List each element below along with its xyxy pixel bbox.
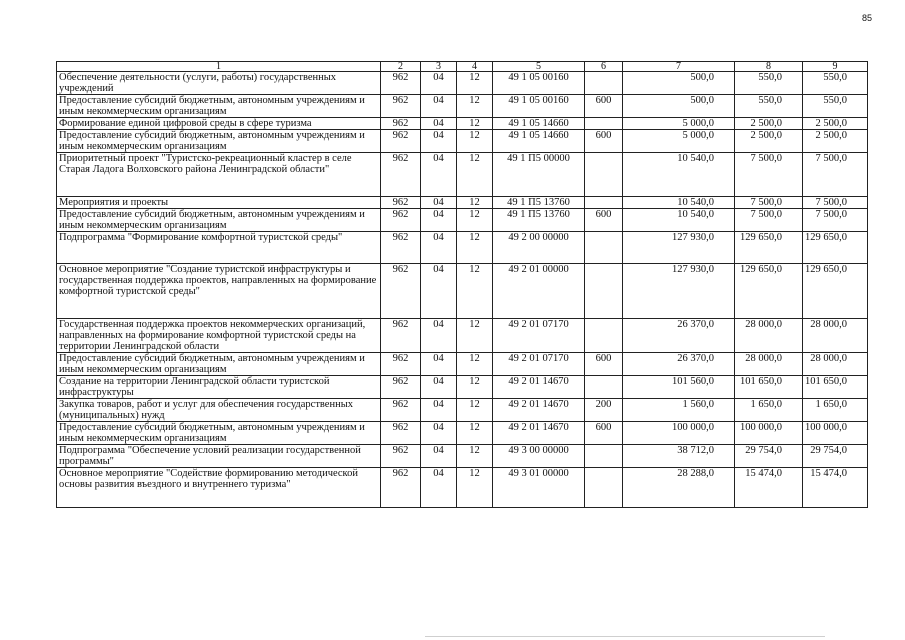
row-col-7: 127 930,0 <box>623 232 735 264</box>
row-col-9: 550,0 <box>803 95 868 118</box>
row-name: Приоритетный проект "Туристско-рекреационный кластер в селе Старая Ладога Волховского района Ленинградской области" <box>57 153 381 197</box>
row-col-4: 12 <box>457 153 493 197</box>
row-col-9: 550,0 <box>803 72 868 95</box>
row-col-4: 12 <box>457 95 493 118</box>
row-col-2: 962 <box>381 376 421 399</box>
row-col-8: 7 500,0 <box>735 197 803 209</box>
row-col-6: 600 <box>585 422 623 445</box>
row-col-3: 04 <box>421 399 457 422</box>
row-col-7: 38 712,0 <box>623 445 735 468</box>
row-col-4: 12 <box>457 445 493 468</box>
row-col-3: 04 <box>421 264 457 319</box>
row-col-3: 04 <box>421 376 457 399</box>
row-col-7: 28 288,0 <box>623 468 735 508</box>
row-col-3: 04 <box>421 232 457 264</box>
row-col-2: 962 <box>381 72 421 95</box>
row-col-7: 127 930,0 <box>623 264 735 319</box>
row-col-8: 129 650,0 <box>735 232 803 264</box>
row-col-2: 962 <box>381 118 421 130</box>
row-name: Основное мероприятие "Создание туристской инфраструктуры и государственная поддержка проектов, направленных на формирование комфортной туристской среды" <box>57 264 381 319</box>
row-col-3: 04 <box>421 72 457 95</box>
row-col-2: 962 <box>381 445 421 468</box>
row-col-5: 49 1 П5 00000 <box>493 153 585 197</box>
row-col-3: 04 <box>421 197 457 209</box>
row-col-8: 101 650,0 <box>735 376 803 399</box>
row-col-9: 7 500,0 <box>803 197 868 209</box>
row-col-9: 15 474,0 <box>803 468 868 508</box>
row-col-5: 49 2 01 14670 <box>493 422 585 445</box>
row-col-3: 04 <box>421 118 457 130</box>
row-col-6 <box>585 319 623 353</box>
row-col-9: 28 000,0 <box>803 353 868 376</box>
row-col-7: 10 540,0 <box>623 153 735 197</box>
row-col-3: 04 <box>421 319 457 353</box>
row-col-6 <box>585 153 623 197</box>
row-col-2: 962 <box>381 209 421 232</box>
row-col-7: 100 000,0 <box>623 422 735 445</box>
row-col-7: 26 370,0 <box>623 353 735 376</box>
header-col-9: 9 <box>803 62 868 72</box>
row-col-8: 2 500,0 <box>735 118 803 130</box>
row-col-2: 962 <box>381 197 421 209</box>
row-name: Закупка товаров, работ и услуг для обеспечения государственных (муниципальных) нужд <box>57 399 381 422</box>
row-col-7: 500,0 <box>623 95 735 118</box>
row-col-9: 1 650,0 <box>803 399 868 422</box>
row-col-6 <box>585 118 623 130</box>
row-col-2: 962 <box>381 232 421 264</box>
row-col-7: 10 540,0 <box>623 197 735 209</box>
table-row <box>57 197 868 209</box>
row-col-9: 29 754,0 <box>803 445 868 468</box>
row-name: Создание на территории Ленинградской области туристской инфраструктуры <box>57 376 381 399</box>
row-col-8: 28 000,0 <box>735 353 803 376</box>
table-row <box>57 118 868 130</box>
table-row <box>57 232 868 264</box>
table-row <box>57 399 868 422</box>
row-name: Предоставление субсидий бюджетным, автономным учреждениям и иным некоммерческим организациям <box>57 130 381 153</box>
row-name: Мероприятия и проекты <box>57 197 381 209</box>
row-col-7: 5 000,0 <box>623 130 735 153</box>
header-col-6: 6 <box>585 62 623 72</box>
row-col-5: 49 1 05 00160 <box>493 95 585 118</box>
row-col-7: 500,0 <box>623 72 735 95</box>
row-col-7: 5 000,0 <box>623 118 735 130</box>
row-col-5: 49 2 01 00000 <box>493 264 585 319</box>
row-col-3: 04 <box>421 445 457 468</box>
row-col-8: 2 500,0 <box>735 130 803 153</box>
row-col-2: 962 <box>381 264 421 319</box>
row-col-5: 49 3 00 00000 <box>493 445 585 468</box>
row-col-5: 49 2 01 07170 <box>493 353 585 376</box>
row-col-5: 49 2 01 07170 <box>493 319 585 353</box>
header-col-2: 2 <box>381 62 421 72</box>
row-name: Предоставление субсидий бюджетным, автономным учреждениям и иным некоммерческим организациям <box>57 209 381 232</box>
row-col-9: 2 500,0 <box>803 118 868 130</box>
row-col-6 <box>585 264 623 319</box>
row-col-3: 04 <box>421 468 457 508</box>
row-col-4: 12 <box>457 197 493 209</box>
row-col-4: 12 <box>457 264 493 319</box>
row-col-3: 04 <box>421 353 457 376</box>
row-col-7: 101 560,0 <box>623 376 735 399</box>
row-col-2: 962 <box>381 399 421 422</box>
row-col-4: 12 <box>457 209 493 232</box>
header-col-4: 4 <box>457 62 493 72</box>
page-number: 85 <box>862 13 873 23</box>
row-col-6: 600 <box>585 353 623 376</box>
header-col-3: 3 <box>421 62 457 72</box>
table-row <box>57 72 868 95</box>
row-col-6: 600 <box>585 209 623 232</box>
row-col-8: 7 500,0 <box>735 153 803 197</box>
header-col-5: 5 <box>493 62 585 72</box>
table-row <box>57 264 868 319</box>
row-col-9: 129 650,0 <box>803 232 868 264</box>
row-name: Государственная поддержка проектов некоммерческих организаций, направленных на формирование комфортной туристской среды на территории Ленинградской области <box>57 319 381 353</box>
row-col-3: 04 <box>421 209 457 232</box>
row-col-5: 49 2 00 00000 <box>493 232 585 264</box>
row-name: Предоставление субсидий бюджетным, автономным учреждениям и иным некоммерческим организациям <box>57 95 381 118</box>
row-col-8: 28 000,0 <box>735 319 803 353</box>
table-row <box>57 95 868 118</box>
row-col-4: 12 <box>457 422 493 445</box>
table-row <box>57 445 868 468</box>
row-col-2: 962 <box>381 130 421 153</box>
row-col-2: 962 <box>381 95 421 118</box>
row-col-6 <box>585 232 623 264</box>
row-col-6: 600 <box>585 95 623 118</box>
row-name: Предоставление субсидий бюджетным, автономным учреждениям и иным некоммерческим организациям <box>57 353 381 376</box>
row-col-3: 04 <box>421 422 457 445</box>
scan-edge-line <box>425 636 825 637</box>
row-col-9: 28 000,0 <box>803 319 868 353</box>
row-col-6 <box>585 468 623 508</box>
row-col-5: 49 2 01 14670 <box>493 399 585 422</box>
row-col-6: 200 <box>585 399 623 422</box>
row-col-5: 49 1 05 14660 <box>493 130 585 153</box>
header-col-7: 7 <box>623 62 735 72</box>
row-col-4: 12 <box>457 353 493 376</box>
row-col-3: 04 <box>421 95 457 118</box>
row-col-7: 1 560,0 <box>623 399 735 422</box>
row-col-6 <box>585 376 623 399</box>
row-col-3: 04 <box>421 153 457 197</box>
row-col-6 <box>585 445 623 468</box>
row-col-5: 49 1 05 00160 <box>493 72 585 95</box>
row-col-5: 49 1 П5 13760 <box>493 197 585 209</box>
row-col-9: 7 500,0 <box>803 153 868 197</box>
row-col-5: 49 2 01 14670 <box>493 376 585 399</box>
row-col-2: 962 <box>381 468 421 508</box>
row-col-8: 129 650,0 <box>735 264 803 319</box>
row-col-7: 10 540,0 <box>623 209 735 232</box>
row-col-8: 7 500,0 <box>735 209 803 232</box>
row-col-4: 12 <box>457 232 493 264</box>
row-col-6 <box>585 72 623 95</box>
row-col-4: 12 <box>457 130 493 153</box>
row-col-8: 550,0 <box>735 72 803 95</box>
table-row <box>57 130 868 153</box>
row-col-2: 962 <box>381 319 421 353</box>
table-row <box>57 319 868 353</box>
table-header-row <box>57 62 868 72</box>
row-col-4: 12 <box>457 72 493 95</box>
table-row <box>57 353 868 376</box>
budget-table <box>56 61 868 508</box>
row-name: Основное мероприятие "Содействие формированию методической основы развития въездного и внутреннего туризма" <box>57 468 381 508</box>
table-row <box>57 209 868 232</box>
row-col-3: 04 <box>421 130 457 153</box>
header-col-8: 8 <box>735 62 803 72</box>
row-col-9: 2 500,0 <box>803 130 868 153</box>
row-col-8: 29 754,0 <box>735 445 803 468</box>
row-col-9: 101 650,0 <box>803 376 868 399</box>
row-col-7: 26 370,0 <box>623 319 735 353</box>
row-name: Подпрограмма "Обеспечение условий реализации государственной программы" <box>57 445 381 468</box>
row-col-6 <box>585 197 623 209</box>
row-col-4: 12 <box>457 468 493 508</box>
row-col-2: 962 <box>381 353 421 376</box>
row-col-6: 600 <box>585 130 623 153</box>
row-name: Предоставление субсидий бюджетным, автономным учреждениям и иным некоммерческим организациям <box>57 422 381 445</box>
row-col-4: 12 <box>457 376 493 399</box>
row-name: Подпрограмма "Формирование комфортной туристской среды" <box>57 232 381 264</box>
row-col-4: 12 <box>457 399 493 422</box>
row-name: Формирование единой цифровой среды в сфере туризма <box>57 118 381 130</box>
table-row <box>57 422 868 445</box>
row-col-4: 12 <box>457 118 493 130</box>
row-col-8: 15 474,0 <box>735 468 803 508</box>
table-row <box>57 376 868 399</box>
row-col-2: 962 <box>381 153 421 197</box>
row-col-4: 12 <box>457 319 493 353</box>
row-col-2: 962 <box>381 422 421 445</box>
row-name: Обеспечение деятельности (услуги, работы) государственных учреждений <box>57 72 381 95</box>
row-col-5: 49 1 05 14660 <box>493 118 585 130</box>
table-row <box>57 468 868 508</box>
row-col-8: 1 650,0 <box>735 399 803 422</box>
row-col-9: 7 500,0 <box>803 209 868 232</box>
row-col-9: 100 000,0 <box>803 422 868 445</box>
row-col-8: 550,0 <box>735 95 803 118</box>
row-col-5: 49 3 01 00000 <box>493 468 585 508</box>
row-col-8: 100 000,0 <box>735 422 803 445</box>
row-col-9: 129 650,0 <box>803 264 868 319</box>
table-row <box>57 153 868 197</box>
header-col-1: 1 <box>57 62 381 72</box>
row-col-5: 49 1 П5 13760 <box>493 209 585 232</box>
